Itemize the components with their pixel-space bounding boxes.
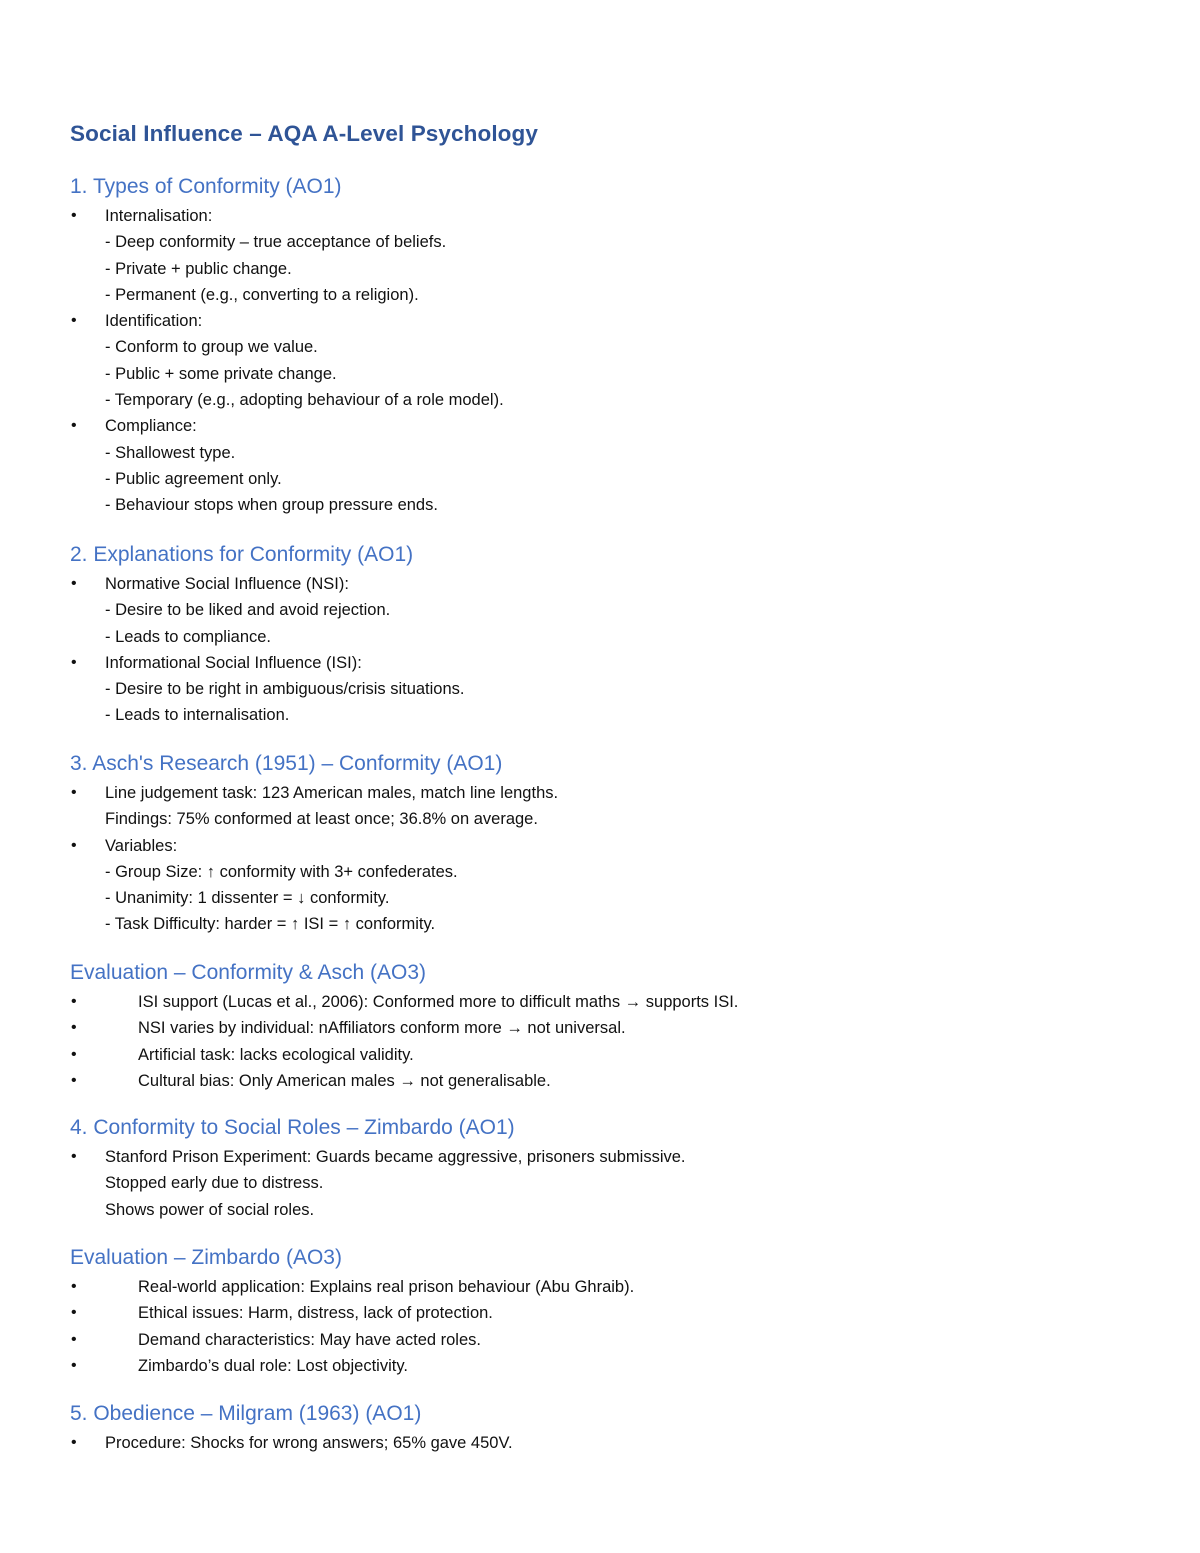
list-item [0, 1042, 1200, 1068]
bullet-icon: • [71, 207, 77, 224]
bullet-icon: • [71, 1071, 77, 1089]
list-item-line: - Private + public change. [105, 259, 292, 278]
list-item-line: - Desire to be liked and avoid rejection. [105, 601, 391, 620]
list-item-line: - Unanimity: 1 dissenter = ↓ conformity. [105, 889, 390, 908]
section-heading: 1. Types of Conformity (AO1) [70, 175, 342, 198]
list-item-line: Informational Social Influence (ISI): [105, 653, 362, 672]
section-3 [0, 750, 1200, 938]
section-heading: Evaluation – Conformity & Asch (AO3) [70, 961, 426, 984]
section-heading: 3. Asch's Research (1951) – Conformity (AO1) [70, 752, 503, 775]
list-item-line: Findings: 75% conformed at least once; 36.8% on average. [105, 810, 538, 829]
bullet-icon: • [71, 1045, 77, 1063]
list-item [0, 413, 1200, 518]
list-item [0, 1068, 1200, 1094]
section-5 [0, 1114, 1200, 1223]
list-item-line: Artificial task: lacks ecological validity. [138, 1045, 414, 1064]
list-item-line: Real-world application: Explains real prison behaviour (Abu Ghraib). [138, 1278, 635, 1296]
list-item [0, 1300, 1200, 1326]
section-2 [0, 541, 1200, 729]
list-item-line: Compliance: [105, 417, 197, 436]
list-item-line: - Deep conformity – true acceptance of beliefs. [105, 233, 447, 252]
list-item-line: Ethical issues: Harm, distress, lack of protection. [138, 1304, 493, 1323]
bullet-icon: • [71, 1148, 77, 1165]
list-item [0, 833, 1200, 938]
bullet-list [0, 203, 1200, 519]
list-item-line: - Desire to be right in ambiguous/crisis situations. [105, 680, 465, 699]
list-item [0, 571, 1200, 650]
bullet-icon: • [71, 993, 77, 1010]
bullet-icon: • [71, 784, 77, 801]
bullet-icon: • [71, 836, 77, 854]
section-6 [0, 1244, 1200, 1379]
list-item-line: - Temporary (e.g., adopting behaviour of a role model). [105, 391, 504, 410]
bullet-icon: • [71, 1278, 77, 1295]
list-item-line: - Public + some private change. [105, 364, 337, 383]
list-item-line: Demand characteristics: May have acted roles. [138, 1330, 481, 1349]
list-item [0, 650, 1200, 729]
list-item [0, 989, 1200, 1015]
section-4 [0, 959, 1200, 1094]
bullet-icon: • [71, 1434, 77, 1451]
list-item-line: - Group Size: ↑ conformity with 3+ confederates. [105, 862, 458, 881]
list-item-line: Zimbardo’s dual role: Lost objectivity. [138, 1356, 408, 1375]
list-item-line: - Public agreement only. [105, 469, 282, 488]
bullet-list [0, 989, 1200, 1094]
list-item [0, 308, 1200, 413]
bullet-list [0, 571, 1200, 729]
list-item-line: Shows power of social roles. [105, 1200, 315, 1219]
list-item-line: Procedure: Shocks for wrong answers; 65% gave 450V. [105, 1434, 513, 1452]
section-heading: 4. Conformity to Social Roles – Zimbardo (AO1) [70, 1116, 515, 1139]
list-item-line: Identification: [105, 312, 203, 331]
bullet-icon: • [71, 1019, 77, 1037]
bullet-list [0, 1430, 1200, 1456]
bullet-icon: • [71, 1330, 77, 1348]
list-item-line: - Behaviour stops when group pressure ends. [105, 496, 438, 515]
list-item-line: Variables: [105, 836, 178, 855]
list-item-line: Stanford Prison Experiment: Guards became aggressive, prisoners submissive. [105, 1148, 686, 1166]
list-item [0, 1144, 1200, 1223]
list-item [0, 780, 1200, 833]
list-item [0, 1353, 1200, 1379]
bullet-list [0, 780, 1200, 938]
section-heading: 5. Obedience – Milgram (1963) (AO1) [70, 1402, 422, 1425]
list-item-line: - Shallowest type. [105, 443, 236, 462]
bullet-icon: • [71, 417, 77, 435]
list-item-line: Line judgement task: 123 American males, match line lengths. [105, 784, 559, 802]
list-item-line: ISI support (Lucas et al., 2006): Conformed more to difficult maths → supports ISI. [138, 993, 739, 1011]
section-1 [0, 173, 1200, 519]
bullet-icon: • [71, 575, 77, 592]
bullet-list [0, 1274, 1200, 1379]
list-item-line: - Leads to internalisation. [105, 706, 290, 725]
list-item-line: Internalisation: [105, 207, 213, 225]
section-heading: 2. Explanations for Conformity (AO1) [70, 543, 414, 566]
list-item [0, 1274, 1200, 1300]
list-item-line: Stopped early due to distress. [105, 1174, 324, 1193]
bullet-list [0, 1144, 1200, 1223]
list-item-line: - Conform to group we value. [105, 338, 318, 357]
page-title: Social Influence – AQA A-Level Psychology [70, 121, 538, 146]
list-item [0, 1430, 1200, 1456]
list-item-line: - Permanent (e.g., converting to a religion). [105, 285, 419, 304]
section-heading: Evaluation – Zimbardo (AO3) [70, 1246, 342, 1269]
list-item-line: Cultural bias: Only American males → not generalisable. [138, 1071, 551, 1090]
bullet-icon: • [71, 1304, 77, 1322]
list-item [0, 1327, 1200, 1353]
bullet-icon: • [71, 312, 77, 330]
bullet-icon: • [71, 653, 77, 671]
section-7 [0, 1400, 1200, 1456]
list-item-line: - Task Difficulty: harder = ↑ ISI = ↑ conformity. [105, 915, 436, 934]
list-item [0, 1015, 1200, 1041]
list-item-line: - Leads to compliance. [105, 627, 272, 646]
list-item-line: NSI varies by individual: nAffiliators conform more → not universal. [138, 1019, 626, 1038]
bullet-icon: • [71, 1356, 77, 1374]
list-item [0, 203, 1200, 308]
list-item-line: Normative Social Influence (NSI): [105, 575, 349, 593]
